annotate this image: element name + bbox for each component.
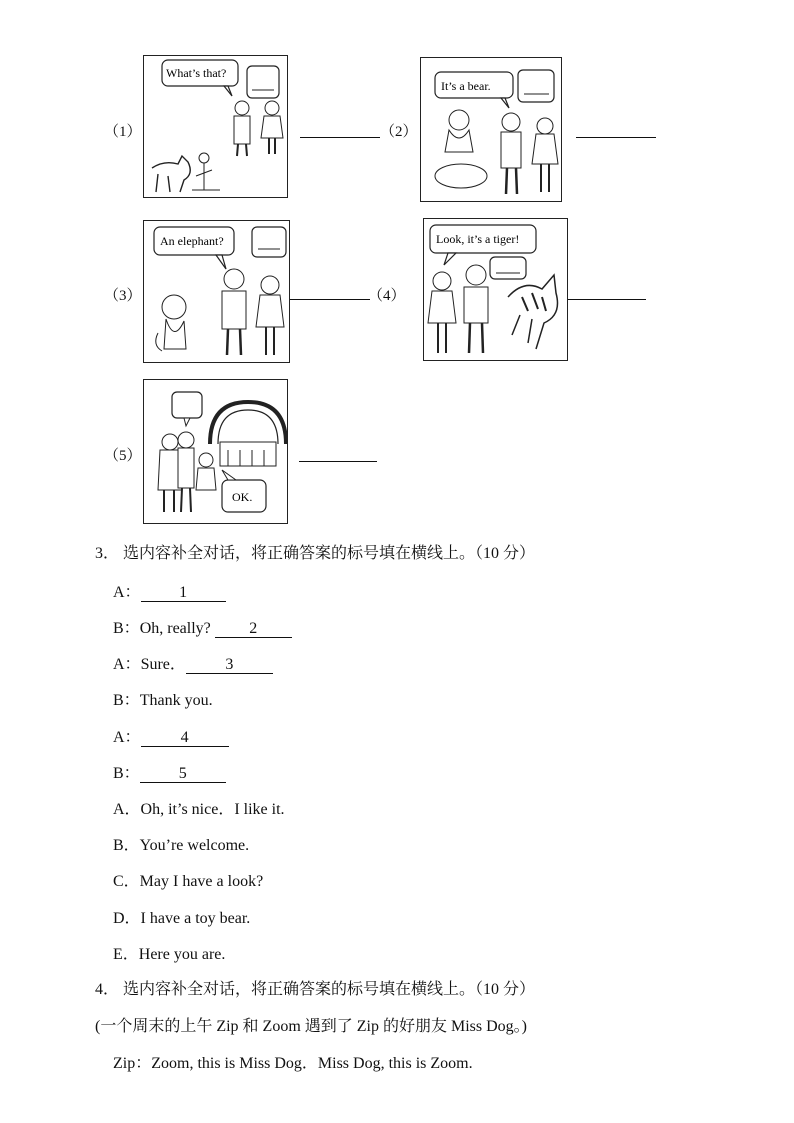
dialogue-blank-5[interactable]: 5 (140, 765, 226, 783)
dialogue-text: Oh, really? (139, 620, 215, 637)
option-c: C．May I have a look? (113, 873, 264, 890)
bubble-text-1: What’s that? (166, 66, 227, 80)
picture-panel-4 (423, 218, 568, 361)
dialogue-line-4 (113, 687, 213, 710)
dialogue-blank-3[interactable]: 3 (186, 656, 273, 674)
option-a: A．Oh, it’s nice．I like it. (113, 801, 285, 818)
picture-3-illustration (144, 221, 289, 362)
dialogue-line-2 (113, 615, 292, 638)
dialogue-blank-2[interactable]: 2 (215, 620, 292, 638)
picture-panel-2 (420, 57, 562, 202)
dialogue-line-6 (113, 760, 226, 783)
speaker-label: A： (113, 729, 141, 746)
picture-panel-5 (143, 379, 288, 524)
bubble-text-4: Look, it’s a tiger! (436, 232, 520, 246)
bubble-text-5: OK. (232, 490, 253, 504)
answer-blank-5[interactable] (299, 461, 377, 462)
dialogue-line-1 (113, 579, 226, 602)
speaker-label: B： (113, 765, 140, 782)
picture-label-4: （4） (368, 288, 406, 304)
picture-2-illustration (421, 58, 561, 201)
speaker-label: B： (113, 620, 140, 637)
picture-label-2: （2） (380, 124, 418, 140)
dialogue-line-5 (113, 724, 229, 747)
answer-blank-2[interactable] (576, 137, 656, 138)
question-4-dialogue-line-1: Zip：Zoom, this is Miss Dog．Miss Dog, this is Zoom. (113, 1055, 473, 1072)
dialogue-text: Sure． (140, 656, 186, 673)
speaker-label: A： (113, 584, 141, 601)
picture-1-illustration (144, 56, 287, 197)
question-3-title: 3． 选内容补全对话，将正确答案的标号填在横线上。（10 分） (95, 545, 536, 562)
speaker-label: A： (113, 656, 141, 673)
option-b: B．You’re welcome. (113, 837, 250, 854)
answer-blank-4[interactable] (568, 299, 646, 300)
question-4-context: (一个周末的上午 Zip 和 Zoom 遇到了 Zip 的好朋友 Miss Dog。) (95, 1018, 527, 1035)
picture-label-1: （1） (104, 124, 142, 140)
bubble-text-3: An elephant? (160, 234, 224, 248)
picture-5-illustration (144, 380, 287, 523)
dialogue-line-3 (113, 651, 273, 674)
option-e: E．Here you are. (113, 946, 226, 963)
speaker-label: B： (113, 692, 140, 709)
dialogue-blank-4[interactable]: 4 (141, 729, 229, 747)
picture-label-5: （5） (104, 448, 142, 464)
bubble-text-2: It’s a bear. (441, 79, 491, 93)
option-d: D．I have a toy bear. (113, 910, 251, 927)
picture-4-illustration (424, 219, 567, 360)
picture-label-3: （3） (104, 288, 142, 304)
dialogue-text: Thank you. (139, 692, 213, 709)
dialogue-blank-1[interactable]: 1 (141, 584, 226, 602)
picture-panel-3 (143, 220, 290, 363)
question-4-title: 4． 选内容补全对话，将正确答案的标号填在横线上。（10 分） (95, 981, 536, 998)
picture-panel-1 (143, 55, 288, 198)
answer-blank-3[interactable] (290, 299, 370, 300)
answer-blank-1[interactable] (300, 137, 380, 138)
